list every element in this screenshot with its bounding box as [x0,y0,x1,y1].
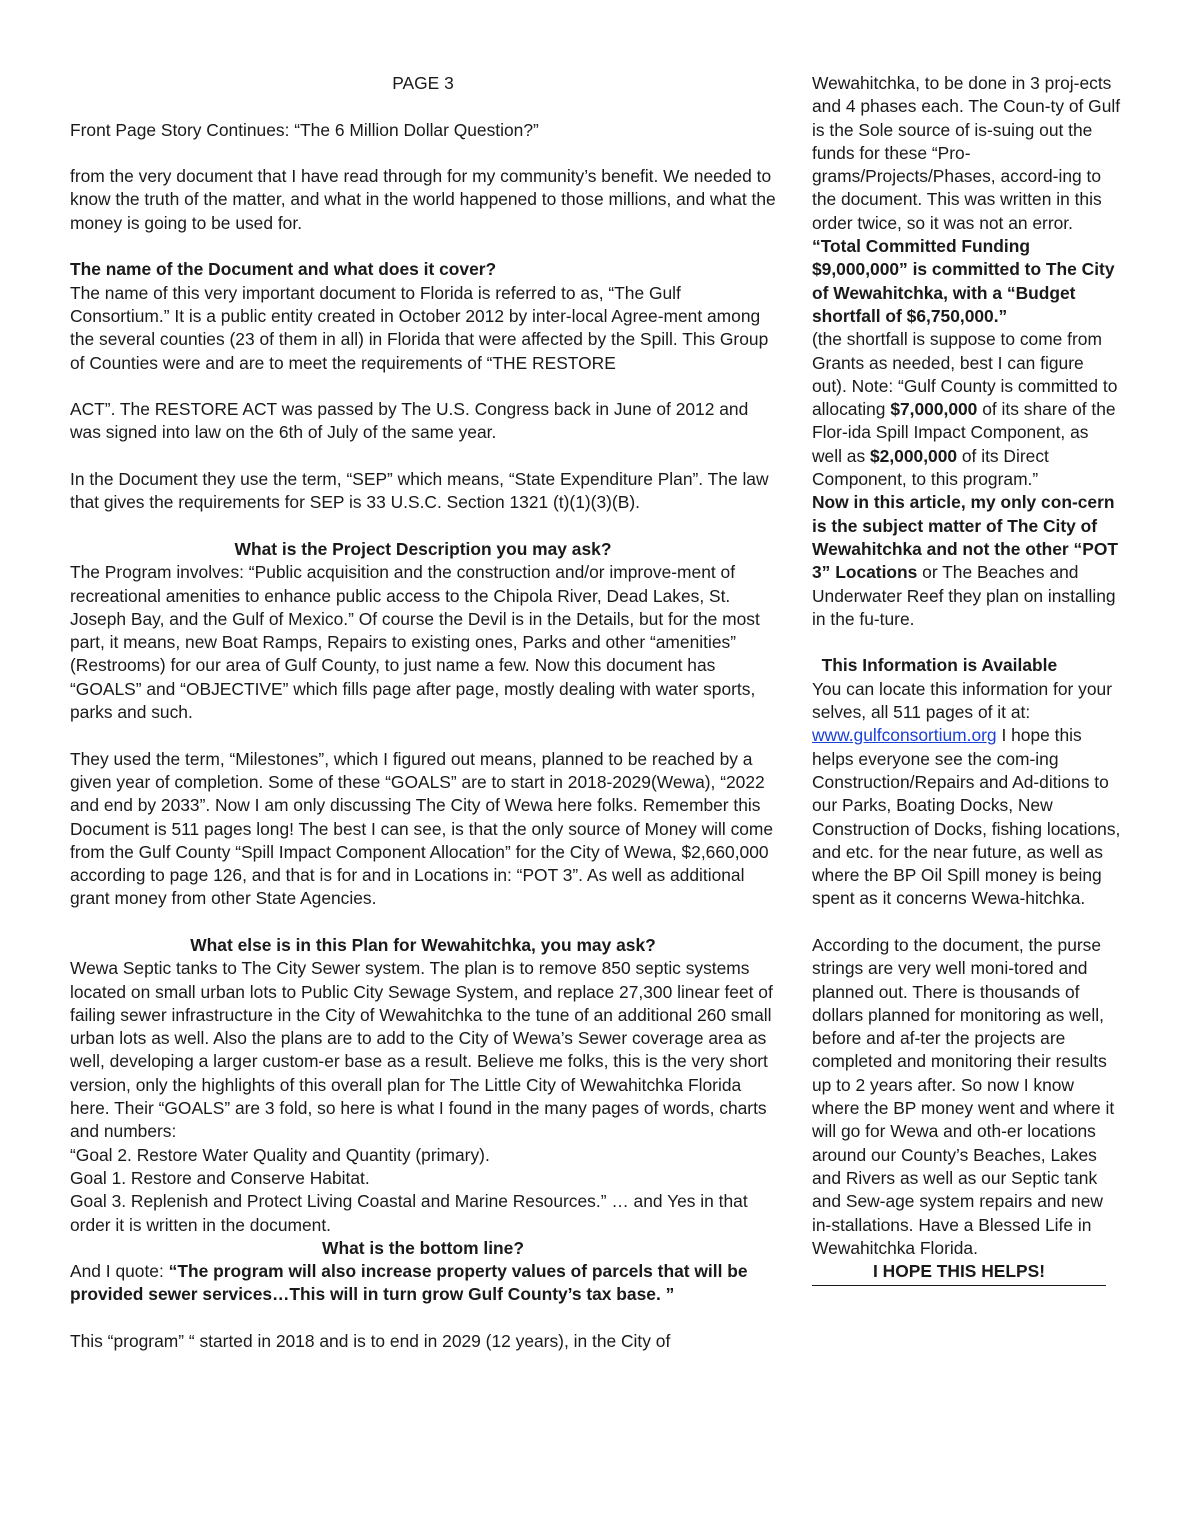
paragraph-intro: from the very document that I have read through for my community’s benefit. We needed to know the truth of the matter, and what in the world happened to those millions, and what the money is going to be used for. [70,166,776,233]
paragraph-sep: In the Document they use the term, “SEP” which means, “State Expenditure Plan”. The law that gives the requirements for SEP is 33 U.S.C. Section 1321 (t)(1)(3)(B). [70,469,769,513]
heading-what-else: What else is in this Plan for Wewahitchka, you may ask? [190,934,656,955]
left-column [70,72,776,1353]
heading-document: The name of the Document and what does it cover? [70,259,497,280]
shortfall-text-2: of its share of the Flor-ida Spill Impact Component, as well as [812,399,1116,466]
story-header: Front Page Story Continues: “The 6 Million Dollar Question?” [70,119,539,140]
goal-1: Goal 1. Restore and Conserve Habitat. [70,1167,370,1188]
paragraph-program-dates: This “program” “ started in 2018 and is to end in 2029 (12 years), in the City of [70,1331,671,1352]
paragraph-shortfall [812,328,1122,491]
concern-bold: Now in this article, my only con-cern is the subject matter of The City of Wewahitchka and not the other “POT 3” Locations [812,492,1118,583]
shortfall-text: (the shortfall is suppose to come from Grants as needed, best I can figure out). Note: “Gulf County is committed to allocating [812,329,1118,420]
quote-text: “The program will also increase property values of parcels that will be provided sewer services…This will in turn grow Gulf County’s tax base. ” [70,1261,748,1305]
paragraph-total-funding: “Total Committed Funding $9,000,000” is committed to The City of Wewahitchka, with a “Budget shortfall of $6,750,000.” [812,236,1115,326]
heading-project-description: What is the Project Description you may ask? [234,538,612,559]
right-column [812,72,1122,1286]
closing-line: I HOPE THIS HELPS! [873,1261,1045,1282]
amount-2m: $2,000,000 [870,445,958,466]
paragraph-quote [70,1260,776,1307]
paragraph-gulf-consortium: The name of this very important document to Florida is referred to as, “The Gulf Consortium.” It is a public entity created in October 2012 by inter-local Agree-ment among the several counties (23 of them in all) in Florida that were affected by the Spill. This Group of Counties were and are to meet the requirements of “THE RESTORE [70,282,769,373]
concern-rest: or The Beaches and Underwater Reef they plan on installing in the fu-ture. [812,562,1116,629]
amount-7m: $7,000,000 [890,399,978,420]
shortfall-text-3: of its Direct Component, to this program.” [812,445,1049,490]
paragraph-concern [812,491,1122,631]
heading-information-available: This Information is Available [812,655,1058,676]
quote-intro: And I quote: [70,1261,169,1282]
paragraph-milestones: They used the term, “Milestones”, which I figured out means, planned to be reached by a given year of completion. Some of these “GOALS” are to start in 2018-2029(Wewa), “2022 and end by 2033”. Now I am only discussing The City of Wewa here folks. Remember this Document is 511 pages long! The best I can see, is that the only source of Money will come from the Gulf County “Spill Impact Component Allocation” for the City of Wewa, $2,660,000 according to page 126, and that is for and in Locations in: “POT 3”. As well as additional grant money from other State Agencies. [70,748,774,909]
goal-3: Goal 3. Replenish and Protect Living Coastal and Marine Resources.” … and Yes in that order it is written in the document. [70,1191,748,1235]
paragraph-projects-phases: Wewahitchka, to be done in 3 proj-ects and 4 phases each. The Coun-ty of Gulf is the Sole source of is-suing out the funds for these “Pro-grams/Projects/Phases, accord-ing to the document. This was written in this order twice, so it was not an error. [812,73,1121,233]
page-label: PAGE 3 [392,73,454,93]
closing-rule [812,1285,1106,1286]
gulfconsortium-link[interactable]: www.gulfconsortium.org [812,725,997,746]
paragraph-restore-act: ACT”. The RESTORE ACT was passed by The U.S. Congress back in June of 2012 and was signed into law on the 6th of July of the same year. [70,399,749,443]
paragraph-locate-info [812,678,1122,911]
paragraph-purse-strings: According to the document, the purse strings are very well moni-tored and planned out. There is thousands of dollars planned for monitoring as well, before and af-ter the projects are completed and monitoring their results up to 2 years after. So now I know where the BP money went and where it will go for Wewa and oth-er locations around our County’s Beaches, Lakes and Rivers as well as our Septic tank and Sew-age system repairs and new in-stallations. Have a Blessed Life in Wewahitchka Florida. [812,934,1115,1258]
goal-2: “Goal 2. Restore Water Quality and Quantity (primary). [70,1144,490,1165]
locate-text: You can locate this information for your selves, all 511 pages of it at: [812,678,1112,723]
paragraph-septic: Wewa Septic tanks to The City Sewer system. The plan is to remove 850 septic systems located on small urban lots to Public City Sewage System, and replace 27,300 linear feet of failing sewer infrastructure in the City of Wewahitchka to the tune of an additional 260 small urban lots as well. Also the plans are to add to the City of Wewa’s Sewer coverage area as well, developing a larger custom-er base as a result. Believe me folks, this is the very short version, only the highlights of this overall plan for The Little City of Wewahitchka Florida here. Their “GOALS” are 3 fold, so here is what I found in the many pages of words, charts and numbers: [70,958,773,1142]
locate-text-2: I hope this helps everyone see the com-ing Construction/Repairs and Ad-ditions to our Parks, Boating Docks, New Construction of Docks, fishing locations, and etc. for the near future, as well as where the BP Oil Spill money is being spent as it concerns Wewa-hitchka. [812,725,1121,909]
paragraph-program: The Program involves: “Public acquisition and the construction and/or improve-ment of recreational amenities to enhance public access to the Chipola River, Dead Lakes, St. Joseph Bay, and the Gulf of Mexico.” Of course the Devil is in the Details, but for the most part, it means, new Boat Ramps, Repairs to existing ones, Parks and other “amenities” (Restrooms) for our area of Gulf County, to just name a few. Now this document has “GOALS” and “OBJECTIVE” which fills page after page, mostly dealing with water sports, parks and such. [70,562,760,723]
heading-bottom-line: What is the bottom line? [322,1237,524,1258]
